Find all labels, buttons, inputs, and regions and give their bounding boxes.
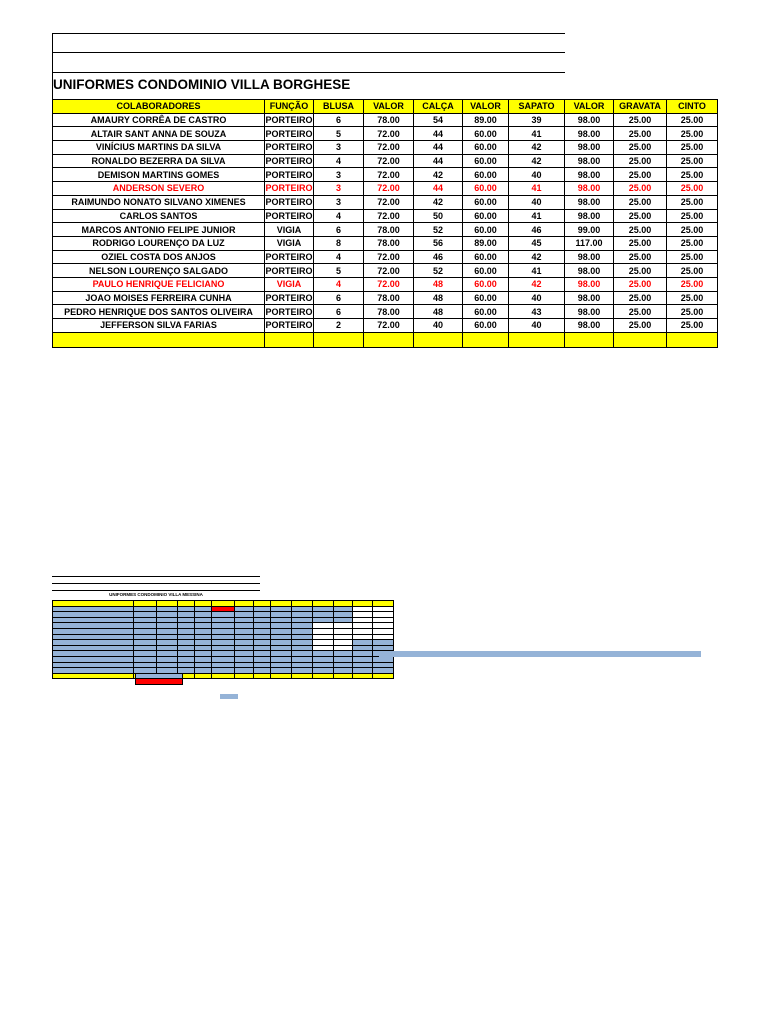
table-cell: 25.00 [667,277,718,291]
table-cell: 42 [509,250,565,264]
table-cell: 25.00 [614,264,667,278]
table-cell: 6 [314,113,364,127]
table-cell [463,332,509,347]
table-cell: 78.00 [364,236,414,250]
table-row [53,305,718,319]
sheet-top-rule-3 [52,72,565,73]
table-cell: 41 [509,264,565,278]
table-row [53,209,718,223]
table-cell: 72.00 [364,250,414,264]
table-cell: 60.00 [463,195,509,209]
table-cell: 98.00 [565,168,614,182]
table-cell: 46 [414,250,463,264]
table-cell: 25.00 [667,319,718,333]
table-cell: 39 [509,113,565,127]
table-cell: 78.00 [364,305,414,319]
table-cell: 25.00 [667,182,718,196]
table-cell: 25.00 [614,209,667,223]
mini-sheet-rule-1 [52,576,260,577]
table-cell: 117.00 [565,236,614,250]
table-cell: 25.00 [667,250,718,264]
table-cell: OZIEL COSTA DOS ANJOS [53,250,265,264]
table-cell: PORTEIRO [265,251,313,262]
mini-cell [254,673,271,679]
table-cell: 4 [314,250,364,264]
table-cell: 60.00 [463,291,509,305]
table-cell: RODRIGO LOURENÇO DA LUZ [53,236,265,250]
table-cell: 42 [509,141,565,155]
table-cell: 60.00 [463,154,509,168]
column-header: CALÇA [414,100,463,114]
table-cell: PORTEIRO [265,142,313,153]
table-cell: 3 [314,141,364,155]
table-cell: 25.00 [614,223,667,237]
table-cell: 98.00 [565,305,614,319]
table-cell: 40 [509,291,565,305]
table-row [53,250,718,264]
table-cell: 72.00 [364,154,414,168]
table-cell: 6 [314,223,364,237]
table-cell: 25.00 [667,154,718,168]
table-cell [414,332,463,347]
legend-box-red [135,678,183,685]
table-cell: PORTEIRO [265,320,313,331]
blue-swatch [220,694,238,699]
table-cell: 99.00 [565,223,614,237]
table-cell: 60.00 [463,319,509,333]
table-cell: PORTEIRO [265,128,313,139]
table-cell: RONALDO BEZERRA DA SILVA [53,154,265,168]
table-cell: 56 [414,236,463,250]
table-row [53,264,718,278]
table-cell: PORTEIRO [265,265,313,276]
table-row [53,319,718,333]
table-cell: 25.00 [667,141,718,155]
table-row [53,168,718,182]
table-body [53,113,718,347]
table-cell: 25.00 [667,236,718,250]
table-cell: 40 [509,168,565,182]
table-header-row [53,100,718,114]
column-header: FUNÇÃO [265,100,314,114]
table-cell: 25.00 [614,236,667,250]
table-cell: 60.00 [463,250,509,264]
table-cell: 72.00 [364,127,414,141]
table-cell: 72.00 [364,195,414,209]
table-cell: 25.00 [667,127,718,141]
mini-cell [195,673,212,679]
column-header: VALOR [364,100,414,114]
table-cell: 72.00 [364,319,414,333]
column-header: COLABORADORES [53,100,265,114]
table-cell: 89.00 [463,113,509,127]
table-row [53,277,718,291]
blue-band [379,651,701,657]
table-cell: 8 [314,236,364,250]
table-cell: 25.00 [614,305,667,319]
table-cell: 4 [314,154,364,168]
table-cell: ALTAIR SANT ANNA DE SOUZA [53,127,265,141]
table-row [53,127,718,141]
table-cell: 6 [314,291,364,305]
table-cell: JOAO MOISES FERREIRA CUNHA [53,291,265,305]
table-cell: 98.00 [565,319,614,333]
table-cell: 40 [509,319,565,333]
table-cell [364,332,414,347]
table-cell: 98.00 [565,264,614,278]
table-cell [565,332,614,347]
table-cell: 4 [314,277,364,291]
table-cell: 25.00 [614,127,667,141]
mini-sheet-table [52,600,394,679]
table-cell: NELSON LOURENÇO SALGADO [53,264,265,278]
table-cell: 25.00 [667,291,718,305]
table-cell: PORTEIRO [265,292,313,303]
table-cell: 78.00 [364,291,414,305]
table-cell: PORTEIRO [265,115,313,126]
mini-sheet-rule-2 [52,583,260,584]
table-cell: 25.00 [667,209,718,223]
table-cell: VINÍCIUS MARTINS DA SILVA [53,141,265,155]
mini-cell [292,673,313,679]
table-cell: 60.00 [463,223,509,237]
table-cell: 52 [414,223,463,237]
uniform-table [52,99,718,348]
table-cell: JEFFERSON SILVA FARIAS [53,319,265,333]
table-cell: 42 [509,277,565,291]
table-cell: 52 [414,264,463,278]
table-cell: DEMISON MARTINS GOMES [53,168,265,182]
table-cell: CARLOS SANTOS [53,209,265,223]
column-header: GRAVATA [614,100,667,114]
table-cell: PORTEIRO [265,169,313,180]
table-cell [509,332,565,347]
table-cell: 78.00 [364,113,414,127]
table-cell: 98.00 [565,141,614,155]
table-row [53,113,718,127]
table-cell: 6 [314,305,364,319]
table-cell: 60.00 [463,141,509,155]
column-header: CINTO [667,100,718,114]
mini-cell [212,673,235,679]
table-cell: 44 [414,127,463,141]
table-cell: 72.00 [364,168,414,182]
table-row [53,141,718,155]
table-row [53,195,718,209]
table-cell: 72.00 [364,209,414,223]
table-cell: 54 [414,113,463,127]
mini-cell [53,673,134,679]
table-cell: 25.00 [614,195,667,209]
table-cell: 98.00 [565,291,614,305]
table-cell: 98.00 [565,182,614,196]
table-cell [314,332,364,347]
table-cell: 98.00 [565,127,614,141]
table-cell: 25.00 [667,113,718,127]
mini-cell [271,673,292,679]
table-cell: 98.00 [565,250,614,264]
table-cell: AMAURY CORRÊA DE CASTRO [53,113,265,127]
table-cell: 98.00 [565,277,614,291]
table-cell: 5 [314,127,364,141]
table-cell: PORTEIRO [265,197,313,208]
table-cell: 25.00 [614,291,667,305]
sheet-top-rule-2 [52,52,565,53]
table-cell: VIGIA [265,277,314,291]
table-cell: 72.00 [364,182,414,196]
table-cell: 25.00 [667,305,718,319]
table-cell: 42 [414,195,463,209]
table-cell: 25.00 [614,250,667,264]
table-cell [667,332,718,347]
table-cell: 89.00 [463,236,509,250]
column-header: SAPATO [509,100,565,114]
table-cell: 5 [314,264,364,278]
table-cell: 44 [414,182,463,196]
table-cell: 42 [414,168,463,182]
table-cell: VIGIA [265,223,314,237]
table-cell: 44 [414,141,463,155]
table-cell: 3 [314,168,364,182]
table-row [53,182,718,196]
table-cell: PEDRO HENRIQUE DOS SANTOS OLIVEIRA [53,305,265,319]
table-cell: 43 [509,305,565,319]
table-cell: 48 [414,291,463,305]
table-cell: 41 [509,209,565,223]
column-header: VALOR [463,100,509,114]
table-cell: 25.00 [614,182,667,196]
table-cell: 98.00 [565,195,614,209]
table-cell: 25.00 [667,168,718,182]
mini-footer-row [53,673,394,679]
table-cell: 25.00 [614,277,667,291]
table-cell [265,332,314,347]
table-cell: 42 [509,154,565,168]
table-cell: PORTEIRO [265,156,313,167]
table-row [53,236,718,250]
mini-cell [353,673,373,679]
table-cell: 2 [314,319,364,333]
table-cell: 25.00 [667,223,718,237]
table-cell: 60.00 [463,168,509,182]
table-cell: ANDERSON SEVERO [53,182,265,196]
table-cell: 72.00 [364,277,414,291]
table-blank-row [53,332,718,347]
table-cell: RAIMUNDO NONATO SILVANO XIMENES [53,195,265,209]
table-cell: 50 [414,209,463,223]
table-cell: 60.00 [463,127,509,141]
table-cell: 25.00 [614,141,667,155]
table-cell: 48 [414,277,463,291]
table-cell: 25.00 [614,154,667,168]
table-cell: 60.00 [463,209,509,223]
table-cell [53,332,265,347]
column-header: VALOR [565,100,614,114]
sheet-top-rule-1 [52,33,565,34]
table-cell: PAULO HENRIQUE FELICIANO [53,277,265,291]
table-cell: 41 [509,127,565,141]
table-cell: 98.00 [565,113,614,127]
mini-cell [313,673,334,679]
table-cell: 41 [509,182,565,196]
table-cell: 60.00 [463,277,509,291]
table-cell: 25.00 [667,264,718,278]
table-cell: MARCOS ANTONIO FELIPE JUNIOR [53,223,265,237]
table-cell: 98.00 [565,154,614,168]
table-cell: 44 [414,154,463,168]
table-row [53,154,718,168]
column-header: BLUSA [314,100,364,114]
sheet-title: UNIFORMES CONDOMINIO VILLA BORGHESE [53,77,351,92]
table-cell: 25.00 [667,195,718,209]
table-cell: 45 [509,236,565,250]
table-cell: 72.00 [364,141,414,155]
table-cell: 3 [314,182,364,196]
table-cell: 46 [509,223,565,237]
table-cell: 40 [414,319,463,333]
table-cell: 48 [414,305,463,319]
table-cell: 60.00 [463,305,509,319]
table-cell: 98.00 [565,209,614,223]
table-cell: 4 [314,209,364,223]
mini-cell [373,673,394,679]
table-cell: 72.00 [364,264,414,278]
table-cell: 25.00 [614,168,667,182]
table-cell: 40 [509,195,565,209]
table-cell: 25.00 [614,319,667,333]
table-cell: PORTEIRO [265,210,313,221]
table-cell [614,332,667,347]
table-cell: 60.00 [463,264,509,278]
table-cell: PORTEIRO [265,183,313,194]
table-row [53,291,718,305]
mini-cell [235,673,254,679]
table-cell: 78.00 [364,223,414,237]
table-cell: PORTEIRO [265,306,313,317]
mini-cell [334,673,353,679]
table-cell: VIGIA [265,236,314,250]
mini-sheet-title: UNIFORMES CONDOMINIO VILLA MESSINA [109,592,203,597]
table-cell: 60.00 [463,182,509,196]
table-cell: 3 [314,195,364,209]
table-row [53,223,718,237]
table-cell: 25.00 [614,113,667,127]
